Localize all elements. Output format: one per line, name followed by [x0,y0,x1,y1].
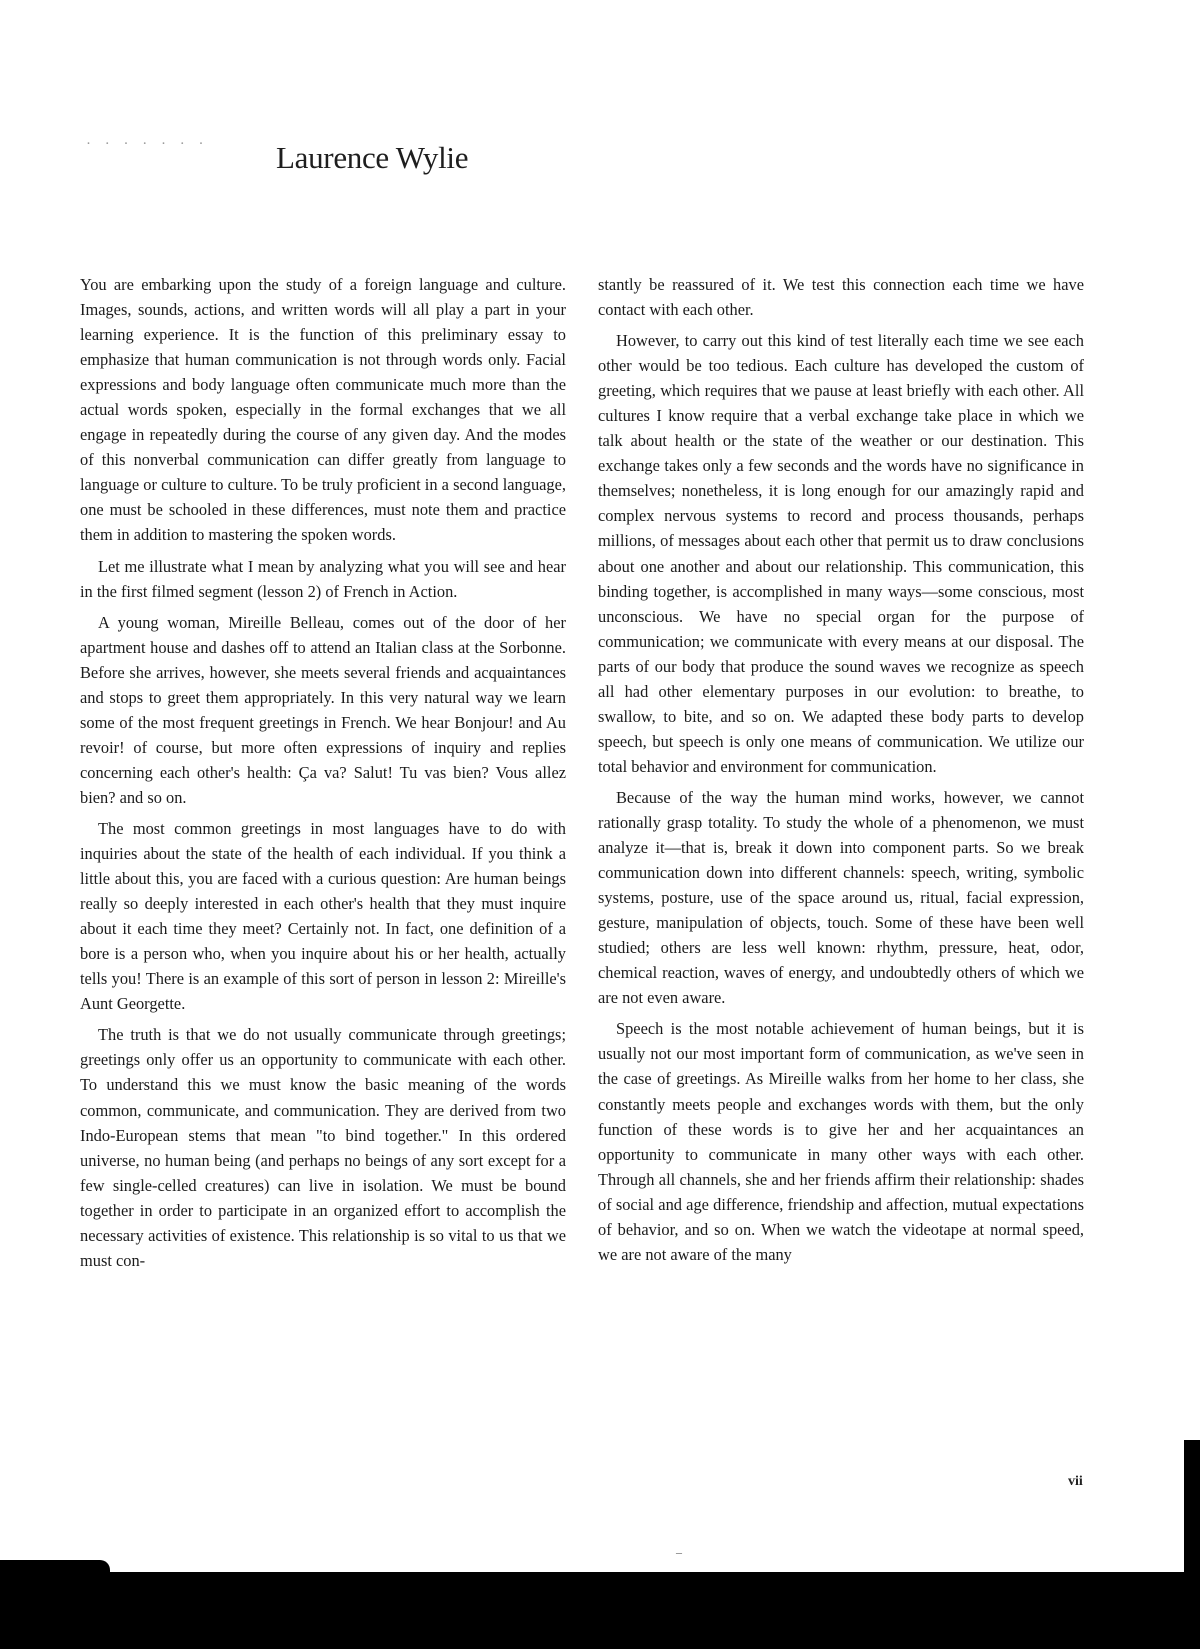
scan-mark: – [676,1545,682,1559]
paragraph: However, to carry out this kind of test literally each time we see each other would be too tedious. Each culture has developed the custom of greeting, which requires that we pause at least briefly with each other. All cultures I know require that a verbal exchange take place in which we talk about health or the state of the weather or our destination. This exchange takes only a few seconds and the words have no significance in themselves; nonetheless, it is long enough for our amazingly rapid and complex nervous systems to record and process thousands, perhaps millions, of messages about each other that permit us to draw conclusions about one another and about our relationship. This communication, this binding together, is accomplished in many ways—some conscious, most unconscious. We have no special organ for the purpose of communication; we communicate with every means at our disposal. The parts of our body that produce the sound waves we recognize as speech all had other elementary purposes in our evolution: to breathe, to swallow, to bite, and so on. We adapted these body parts to develop speech, but speech is only one means of communication. We utilize our total behavior and environment for communication. [598,331,1084,776]
paragraph: The truth is that we do not usually communicate through greetings; greetings only offer us an opportunity to communicate with each other. To understand this we must know the basic meaning of the words common, communicate, and communication. They are derived from two Indo-European stems that mean "to bind together." In this ordered universe, no human being (and perhaps no beings of any sort except for a few single-celled creatures) can live in isolation. We must be bound together in order to participate in an organized effort to accomplish the necessary activities of existence. This relationship is so vital to us that we must con- [80,1025,566,1270]
paragraph: Let me illustrate what I mean by analyzing what you will see and hear in the first filmed segment (lesson 2) of French in Action. [80,556,566,601]
paragraph: Because of the way the human mind works, however, we cannot rationally grasp totality. To study the whole of a phenomenon, we must analyze it—that is, break it down into component parts. So we break communication down into different channels: speech, writing, symbolic systems, posture, use of the space around us, ritual, facial expression, gesture, manipulation of objects, touch. Some of these have been well studied; others are less well known: rhythm, pressure, heat, odor, chemical reaction, waves of energy, and undoubtedly others of which we are not even aware. [598,787,1084,1008]
paragraph: stantly be reassured of it. We test this connection each time we have contact with each other. [598,275,1084,320]
paragraph: You are embarking upon the study of a foreign language and culture. Images, sounds, actions, and written words will all play a part in your learning experience. It is the function of this preliminary essay to emphasize that human communication is not through words only. Facial expressions and body language often communicate much more than the actual words spoken, especially in the formal exchanges that we all engage in repeatedly during the course of any given day. And the modes of this nonverbal communication can differ greatly from language to language or culture to culture. To be truly proficient in a second language, one must be schooled in these differences, must note them and practice them in addition to mastering the spoken words. [80,275,566,545]
left-column [80,272,566,1279]
page-number: vii [1068,1474,1083,1489]
scan-shadow-right [1184,1440,1200,1580]
paragraph: A young woman, Mireille Belleau, comes out of the door of her apartment house and dashes off to attend an Italian class at the Sorbonne. Before she arrives, however, she meets several friends and acquaintances and stops to greet them appropriately. In this very natural way we learn some of the most frequent greetings in French. We hear Bonjour! and Au revoir! of course, but more often expressions of inquiry and replies concerning each other's health: Ça va? Salut! Tu vas bien? Vous allez bien? and so on. [80,612,566,807]
paragraph: The most common greetings in most languages have to do with inquiries about the state of the health of each individual. If you think a little about this, you are faced with a curious question: Are human beings really so deeply interested in each other's health that they must inquire about it each time they meet? Certainly not. In fact, one definition of a bore is a person who, when you inquire about his or her health, actually tells you! There is an example of this sort of person in lesson 2: Mireille's Aunt Georgette. [80,818,566,1014]
author-name: Laurence Wylie [276,140,469,175]
header-mark: · · · · · · · [86,136,209,152]
paragraph: Speech is the most notable achievement of human beings, but it is usually not our most important form of communication, as we've seen in the case of greetings. As Mireille walks from her home to her class, she constantly meets people and exchanges words with them, but the only function of these words is to give her and her acquaintances an opportunity to communicate in many other ways with each other. Through all channels, she and her friends affirm their relationship: shades of social and age difference, friendship and affection, mutual expectations of behavior, and so on. When we watch the videotape at normal speed, we are not aware of the many [598,1019,1084,1264]
right-column [598,272,1084,1273]
scan-border [0,1572,1200,1649]
